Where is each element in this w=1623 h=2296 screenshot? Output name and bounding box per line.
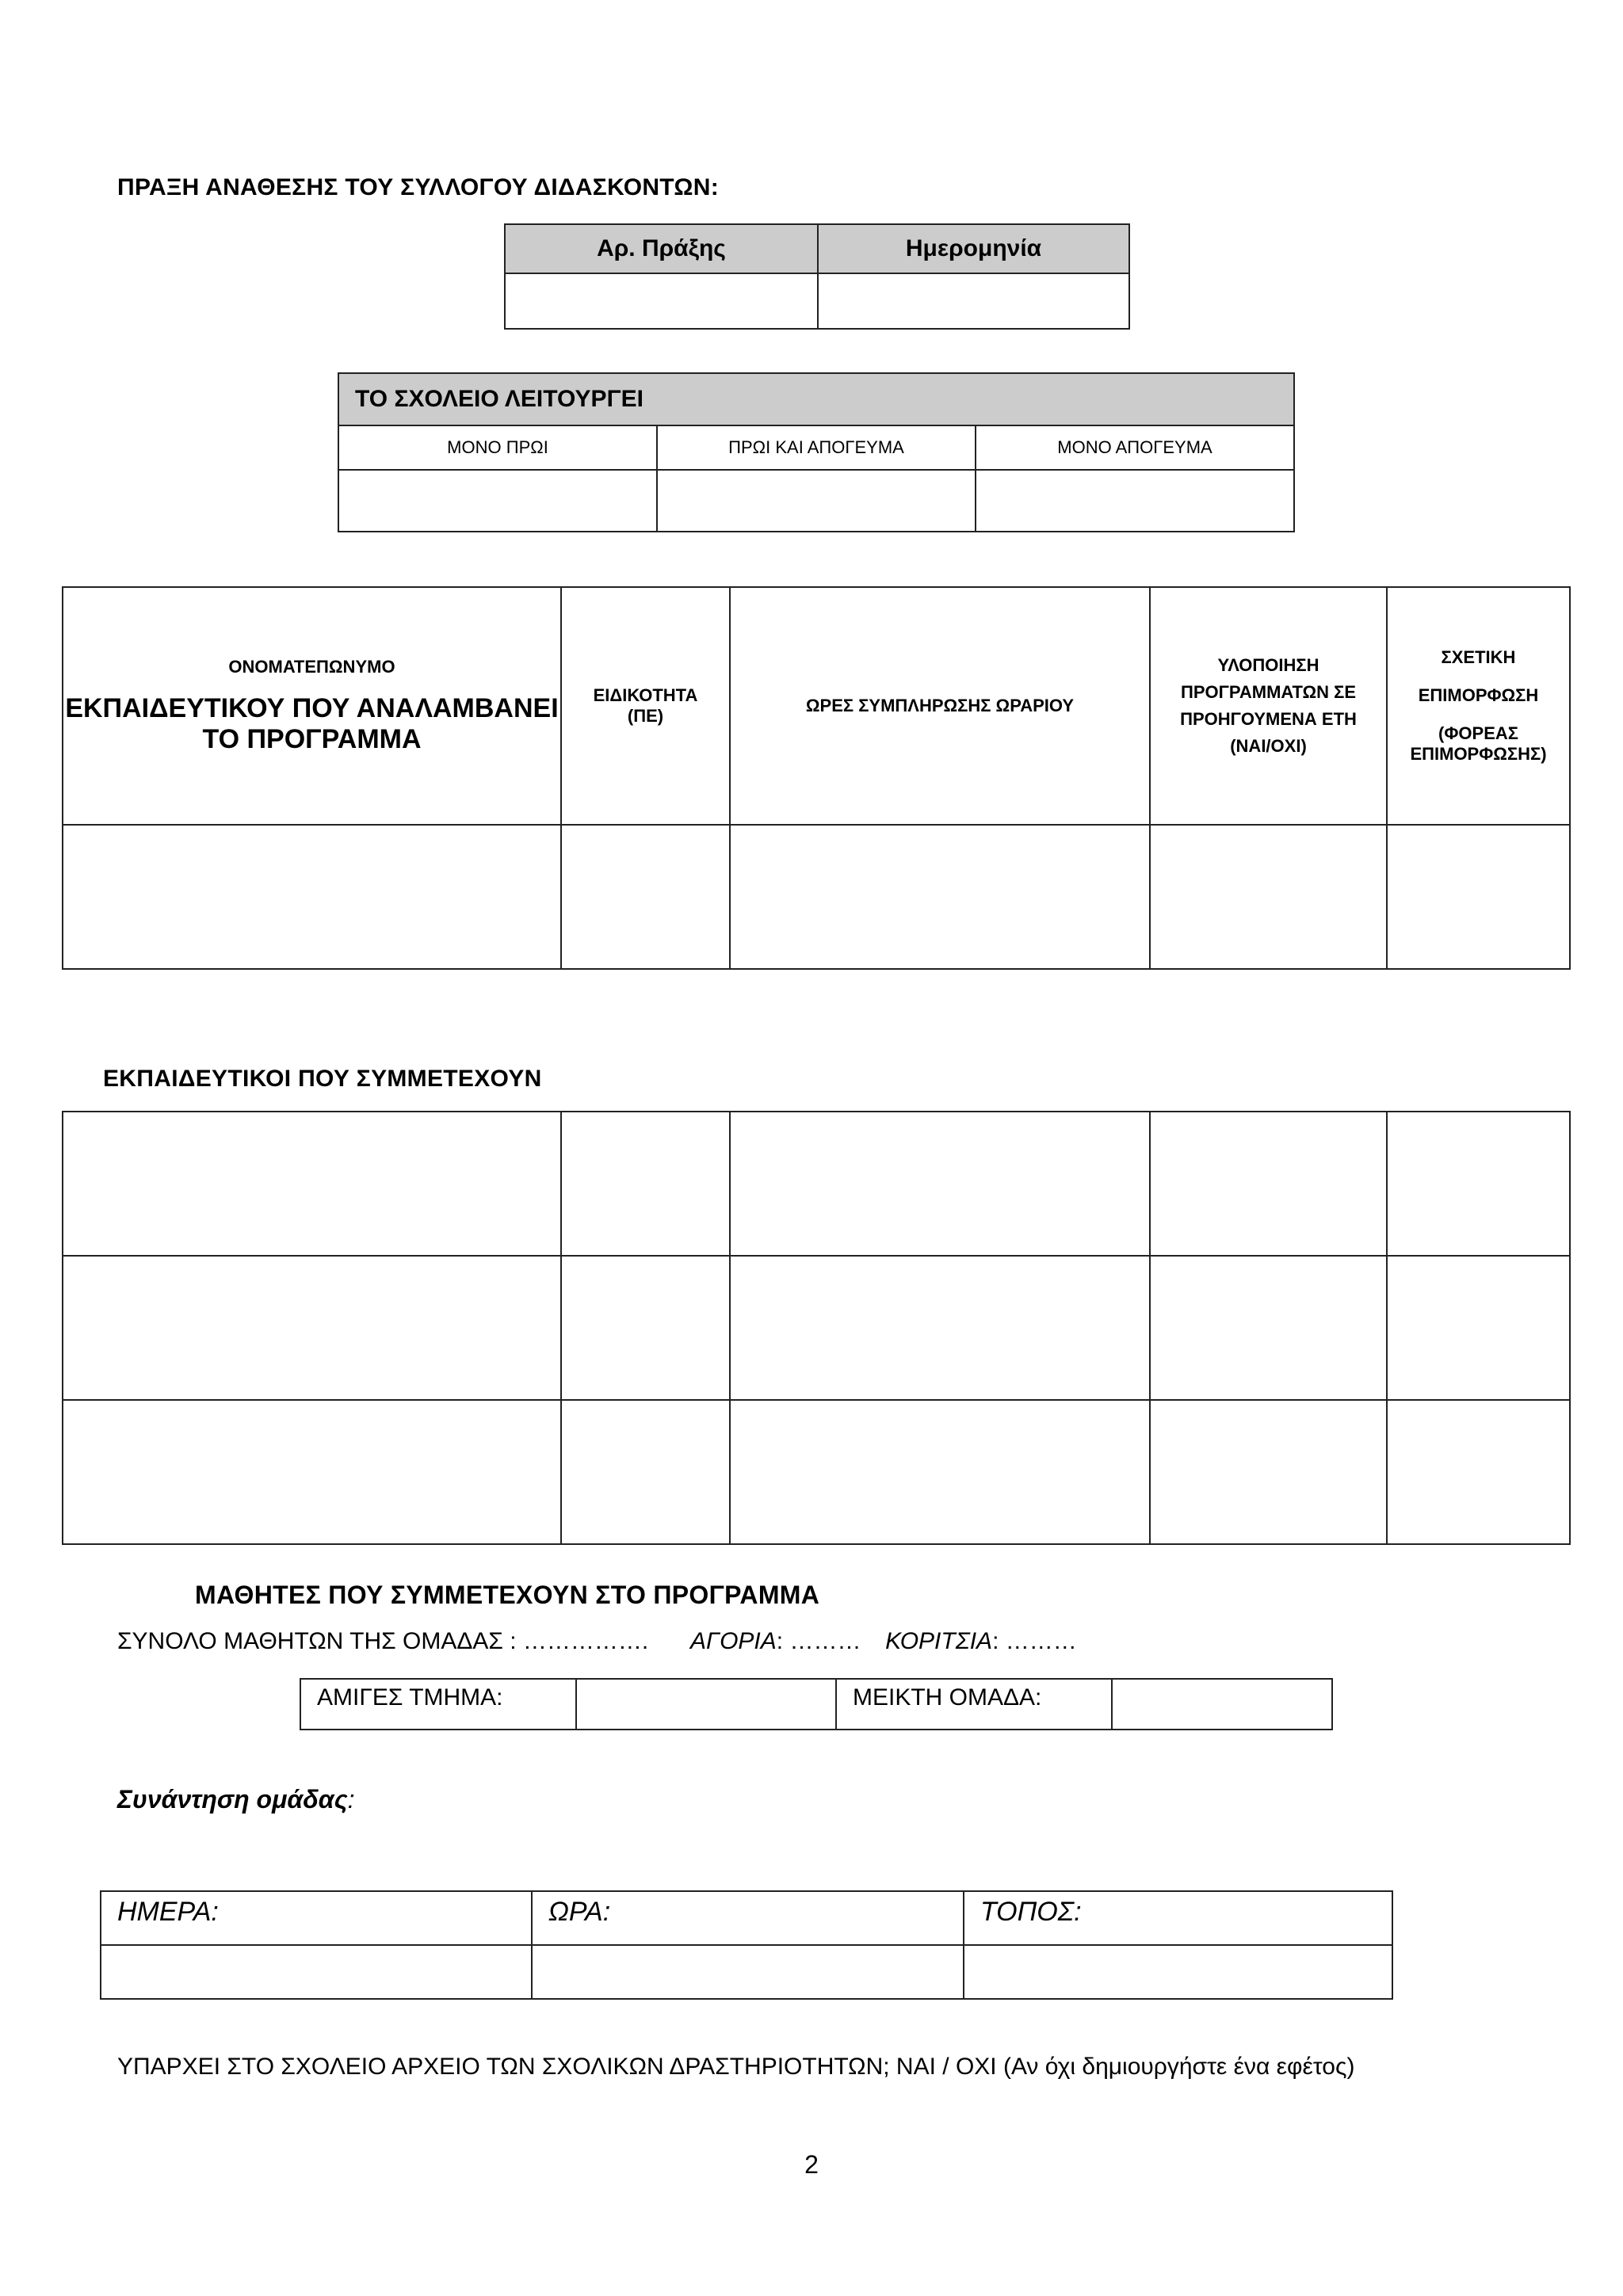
- meeting-heading: Συνάντηση ομάδας:: [117, 1785, 355, 1814]
- school-operation-table: [338, 372, 1295, 532]
- morning-afternoon-field[interactable]: [657, 470, 976, 532]
- girls-label: ΚΟΡΙΤΣΙΑ: [885, 1628, 993, 1654]
- participant-cell[interactable]: [1150, 1400, 1387, 1544]
- meeting-table: [100, 1890, 1393, 2000]
- school-operation-title: ΤΟ ΣΧΟΛΕΙΟ ΛΕΙΤΟΥΡΓΕΙ: [338, 373, 1294, 425]
- participant-cell[interactable]: [1150, 1112, 1387, 1256]
- praxi-date-header: Ημερομηνία: [818, 224, 1129, 273]
- students-totals-line: [117, 1628, 1077, 1655]
- participants-heading: ΕΚΠΑΙΔΕΥΤΙΚΟΙ ΠΟΥ ΣΥΜΜΕΤΕΧΟΥΝ: [103, 1066, 542, 1092]
- meeting-place-label: ΤΟΠΟΣ:: [964, 1891, 1392, 1945]
- participant-cell[interactable]: [1387, 1256, 1570, 1400]
- training-header: ΣΧΕΤΙΚΗ ΕΠΙΜΟΡΦΩΣΗ (ΦΟΡΕΑΣ ΕΠΙΜΟΡΦΩΣΗΣ): [1387, 587, 1570, 825]
- hours-field[interactable]: [730, 825, 1150, 969]
- praxi-heading: ΠΡΑΞΗ ΑΝΑΘΕΣΗΣ ΤΟΥ ΣΥΛΛΟΓΟΥ ΔΙΔΑΣΚΟΝΤΩΝ:: [117, 174, 719, 200]
- group-type-table: [300, 1678, 1333, 1730]
- participant-cell[interactable]: [730, 1112, 1150, 1256]
- afternoon-only-field[interactable]: [976, 470, 1294, 532]
- teacher-name-big-1: ΕΚΠΑΙΔΕΥΤΙΚΟΥ ΠΟΥ ΑΝΑΛΑΜΒΑΝΕΙ: [65, 693, 559, 723]
- participant-cell[interactable]: [63, 1400, 561, 1544]
- praxi-number-header: Αρ. Πράξης: [505, 224, 818, 273]
- teacher-name-big-2: ΤΟ ΠΡΟΓΡΑΜΜΑ: [202, 724, 422, 754]
- mixed-group-field[interactable]: [1112, 1679, 1332, 1730]
- boys-dots: : ………: [776, 1628, 861, 1654]
- participant-cell[interactable]: [561, 1256, 730, 1400]
- option-afternoon-only: ΜΟΝΟ ΑΠΟΓΕΥΜΑ: [976, 425, 1294, 470]
- meeting-place-field[interactable]: [964, 1945, 1392, 1999]
- participant-cell[interactable]: [561, 1400, 730, 1544]
- pure-class-label: ΑΜΙΓΕΣ ΤΜΗΜΑ:: [300, 1679, 576, 1730]
- participant-cell[interactable]: [63, 1256, 561, 1400]
- meeting-day-label: ΗΜΕΡΑ:: [101, 1891, 532, 1945]
- participant-cell[interactable]: [1387, 1400, 1570, 1544]
- participant-cell[interactable]: [561, 1112, 730, 1256]
- pure-class-field[interactable]: [576, 1679, 836, 1730]
- meeting-time-label: ΩΡΑ:: [532, 1891, 964, 1945]
- training-field[interactable]: [1387, 825, 1570, 969]
- participant-cell[interactable]: [1387, 1112, 1570, 1256]
- hours-header: ΩΡΕΣ ΣΥΜΠΛΗΡΩΣΗΣ ΩΡΑΡΙΟΥ: [730, 587, 1150, 825]
- teacher-name-field[interactable]: [63, 825, 561, 969]
- girls-dots: : ………: [992, 1628, 1077, 1654]
- participant-cell[interactable]: [730, 1256, 1150, 1400]
- participant-cell[interactable]: [730, 1400, 1150, 1544]
- specialty-header: ΕΙΔΙΚΟΤΗΤΑ (ΠΕ): [561, 587, 730, 825]
- total-students-label: ΣΥΝΟΛΟ ΜΑΘΗΤΩΝ ΤΗΣ ΟΜΑΔΑΣ : …………….: [117, 1628, 649, 1654]
- praxi-table: [504, 223, 1130, 330]
- participant-cell[interactable]: [1150, 1256, 1387, 1400]
- specialty-field[interactable]: [561, 825, 730, 969]
- teacher-table: [62, 586, 1571, 970]
- mixed-group-label: ΜΕΙΚΤΗ ΟΜΑΔΑ:: [836, 1679, 1112, 1730]
- option-morning-only: ΜΟΝΟ ΠΡΩΙ: [338, 425, 657, 470]
- option-morning-afternoon: ΠΡΩΙ ΚΑΙ ΑΠΟΓΕΥΜΑ: [657, 425, 976, 470]
- praxi-number-field[interactable]: [505, 273, 818, 329]
- teacher-name-small: ΟΝΟΜΑΤΕΠΩΝΥΜΟ: [228, 657, 395, 677]
- meeting-time-field[interactable]: [532, 1945, 964, 1999]
- praxi-date-field[interactable]: [818, 273, 1129, 329]
- participant-cell[interactable]: [63, 1112, 561, 1256]
- meeting-day-field[interactable]: [101, 1945, 532, 1999]
- teacher-name-header: [63, 587, 561, 825]
- students-heading: ΜΑΘΗΤΕΣ ΠΟΥ ΣΥΜΜΕΤΕΧΟΥΝ ΣΤΟ ΠΡΟΓΡΑΜΜΑ: [195, 1581, 820, 1609]
- previous-programs-field[interactable]: [1150, 825, 1387, 969]
- previous-programs-header: ΥΛΟΠΟΙΗΣΗ ΠΡΟΓΡΑΜΜΑΤΩΝ ΣΕ ΠΡΟΗΓΟΥΜΕΝΑ ΕΤΗ (ΝΑΙ/ΟΧΙ): [1150, 587, 1387, 825]
- archive-question: ΥΠΑΡΧΕΙ ΣΤΟ ΣΧΟΛΕΙΟ ΑΡΧΕΙΟ ΤΩΝ ΣΧΟΛΙΚΩΝ ΔΡΑΣΤΗΡΙΟΤΗΤΩΝ; ΝΑΙ / ΟΧΙ (Αν όχι δημιουργήστε ένα εφέτος): [117, 2054, 1355, 2080]
- morning-only-field[interactable]: [338, 470, 657, 532]
- boys-label: ΑΓΟΡΙΑ: [689, 1628, 777, 1654]
- participants-table: [62, 1111, 1571, 1545]
- page-number: 2: [804, 2150, 819, 2179]
